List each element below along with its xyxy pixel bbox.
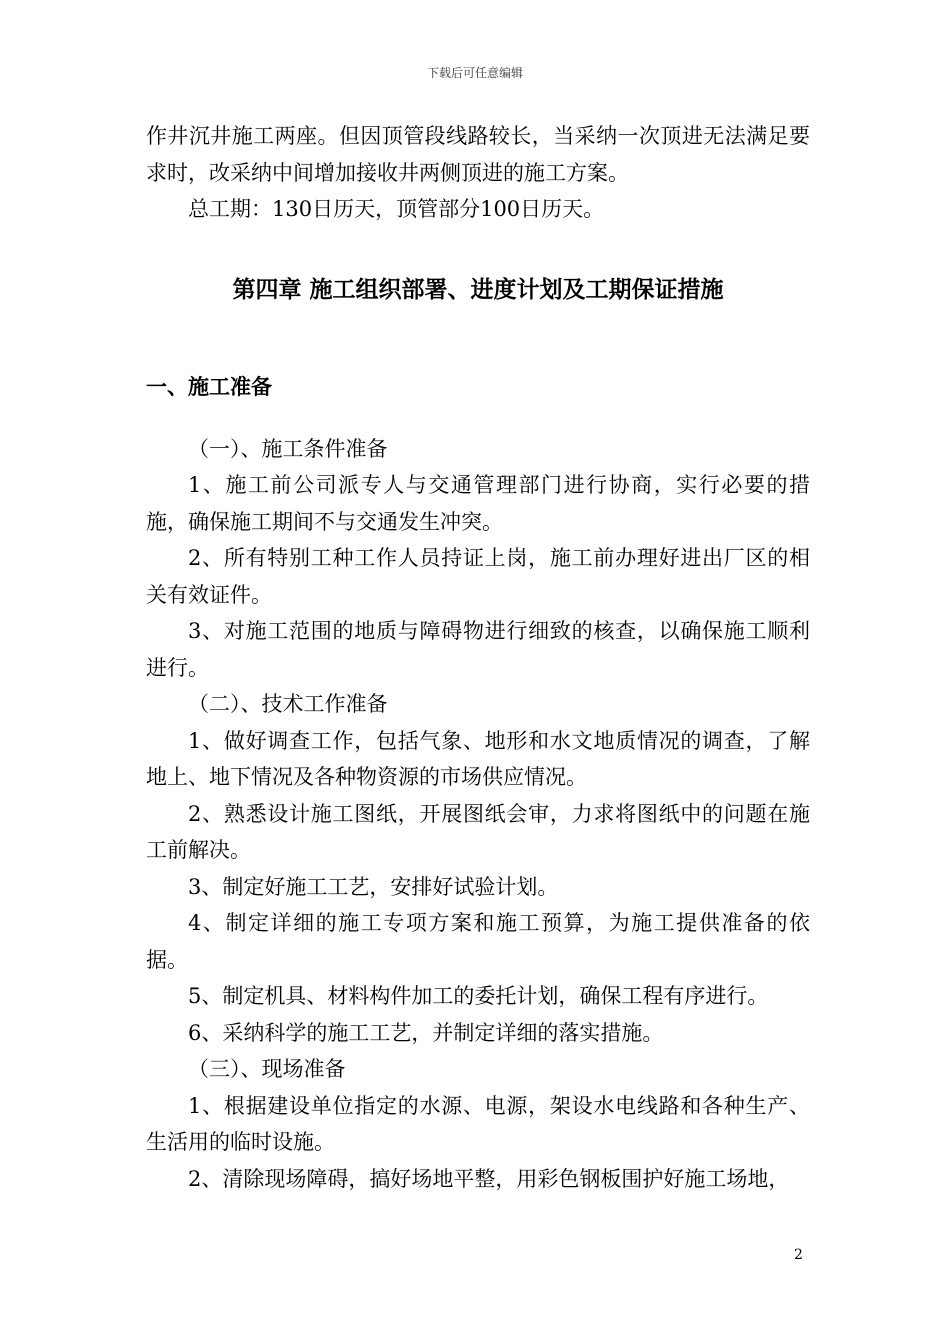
intro-paragraph: 总工期：130日历天，顶管部分100日历天。: [188, 197, 605, 221]
list-item: 5、制定机具、材料构件加工的委托计划，确保工程有序进行。: [188, 984, 769, 1008]
list-item: 1、做好调查工作，包括气象、地形和水文地质情况的调查，了解地上、地下情况及各种物资源的市场供应情况。: [146, 728, 810, 789]
subsection-title: （一）、施工条件准备: [188, 436, 388, 461]
section-title: 一、施工准备: [146, 373, 272, 399]
list-item: 1、根据建设单位指定的水源、电源，架设水电线路和各种生产、生活用的临时设施。: [146, 1093, 810, 1154]
list-item: 2、清除现场障碍，搞好场地平整，用彩色钢板围护好施工场地，: [188, 1166, 790, 1191]
list-item: 6、采纳科学的施工工艺，并制定详细的落实措施。: [188, 1020, 664, 1045]
page-header: 下载后可任意编辑: [426, 66, 523, 80]
list-item: 2、熟悉设计施工图纸，开展图纸会审，力求将图纸中的问题在施工前解决。: [146, 801, 810, 862]
list-item: 4、制定详细的施工专项方案和施工预算，为施工提供准备的依据。: [146, 911, 810, 972]
page-number: 2: [794, 1247, 803, 1263]
intro-paragraph: 作井沉井施工两座。但因顶管段线路较长，当采纳一次顶进无法满足要求时，改采纳中间增加接收井两侧顶进的施工方案。: [146, 124, 810, 185]
subsection-title: （三）、现场准备: [188, 1057, 346, 1081]
list-item: 3、对施工范围的地质与障碍物进行细致的核查，以确保施工顺利进行。: [146, 619, 810, 680]
subsection-title: （二）、技术工作准备: [188, 692, 388, 716]
document-body: [146, 118, 810, 1197]
chapter-title: 第四章 施工组织部署、进度计划及工期保证措施: [232, 275, 724, 303]
list-item: 3、制定好施工工艺，安排好试验计划。: [188, 874, 559, 899]
list-item: 1、施工前公司派专人与交通管理部门进行协商，实行必要的措施，确保施工期间不与交通发生冲突。: [146, 473, 810, 534]
list-item: 2、所有特别工种工作人员持证上岗，施工前办理好进出厂区的相关有效证件。: [146, 546, 810, 607]
